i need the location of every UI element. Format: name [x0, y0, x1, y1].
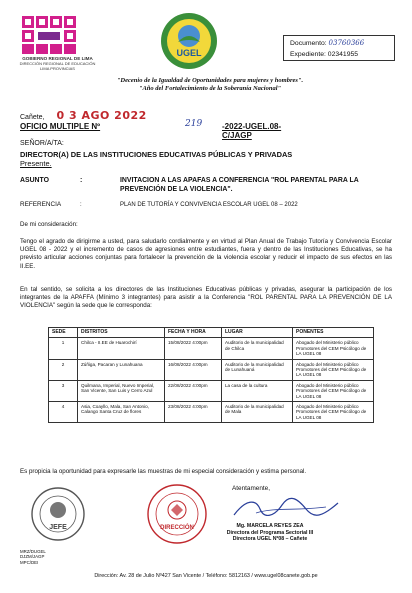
gobierno-regional-logo [20, 14, 84, 56]
motto-line-1: "Decenio de la Igualdad de Oportunidades para mujeres y hombres". [116, 77, 304, 84]
oficio-number: 219 [185, 119, 203, 129]
cell-distritos: Quilmana, Imperial, Nuevo Imperial, San Vicente, San Luis y Cerro Azul [78, 380, 165, 401]
oficio-title [20, 119, 310, 140]
paragraph-1: Tengo el agrado de dirigirme a usted, para saludarlo cordialmente y en virtud al Plan Anual de Trabajo Tutoría y Convivencia Escolar UGEL 08 - 2022 y el incremento de casos de agresiones entre estudiantes, fuera y dentro de las Instituciones Educativas, se ha previsto articular acciones conjuntas para fortalecer la prevención de la violencia escolar y reducir el impacto de sus efectos en las II.EE. [20, 238, 392, 270]
cell-fecha: 23/08/2022 4:00pm [165, 402, 222, 423]
cell-sede: 1 [49, 338, 78, 359]
initials-block [20, 549, 46, 565]
asunto-label: ASUNTO [20, 177, 49, 184]
table-row [49, 402, 374, 423]
ugel-logo-text: UGEL [176, 48, 202, 58]
cell-distritos: Asia, Coayllo, Mala, San Antonio, Calango Santa Cruz de flores [78, 402, 165, 423]
presente: Presente. [20, 159, 52, 168]
cell-distritos: Chilca - II.EE de Huarochirí [78, 338, 165, 359]
header-fecha: FECHA Y HORA [165, 328, 222, 338]
gov-logo-sub2: LIMA PROVINCIAS [40, 66, 75, 71]
oficio-prefix: OFICIO MULTIPLE Nº [20, 122, 101, 131]
signer-name: Mg. MARCELA REYES ZEA [236, 523, 304, 529]
motto [60, 77, 360, 93]
document-label: Documento: [290, 40, 327, 47]
cell-ponentes: Abogado del Ministerio público Promotores del CEM Psicólogo de LA UGEL 08 [293, 402, 374, 423]
city: Cañete, [20, 114, 45, 121]
ugel-logo [160, 12, 218, 70]
paragraph-2: En tal sentido, se solicita a los directores de las Instituciones Educativas públicas y privadas, asegurar la participación de los integrantes de la APAFFA (Mínimo 3 integrantes) para asistir a la Conferencia "ROL PARENTAL PARA LA PREVENCIÓN DE LA VIOLENCIA" según la sede que le corresponda: [20, 286, 392, 310]
motto-line-2: "Año del Fortalecimiento de la Soberanía Nacional" [138, 85, 282, 92]
referencia-label: REFERENCIA [20, 201, 62, 208]
expediente-number: 02341955 [327, 51, 359, 58]
gov-logo-title: GOBIERNO REGIONAL DE LIMA [22, 56, 93, 61]
signer-block [200, 523, 340, 543]
footer-address: Dirección: Av. 28 de Julio Nº427 San Vicente / Teléfono: 5812163 / www.ugel08canete.gob.pe [94, 573, 318, 579]
document-number: 03760366 [328, 39, 365, 47]
cell-sede: 4 [49, 402, 78, 423]
table-row [49, 359, 374, 380]
header-distritos: DISTRITOS [78, 328, 165, 338]
cell-fecha: 16/08/2022 4:00pm [165, 359, 222, 380]
cell-ponentes: Abogado del Ministerio público Promotores del CEM Psicólogo de LA UGEL 08 [293, 380, 374, 401]
gobierno-regional-logo-text [10, 56, 105, 71]
table-row [49, 338, 374, 359]
document-reference-box [283, 35, 395, 61]
cell-sede: 3 [49, 380, 78, 401]
initials-line-3: MPC/DEI [20, 559, 39, 565]
cell-lugar: Auditorio de la municipalidad de Mala [222, 402, 293, 423]
oficio-suffix: -2022-UGEL.08-C/JAGP [222, 122, 282, 140]
greeting: De mi consideración: [20, 221, 78, 228]
cell-lugar: Auditorio de la municipalidad de Chilca [222, 338, 293, 359]
atentamente: Atentamente, [232, 485, 271, 492]
header-ponentes: PONENTES [293, 328, 374, 338]
table-header-row [49, 328, 374, 338]
cell-lugar: Auditorio de la municipalidad de Lunahuaná [222, 359, 293, 380]
cell-fecha: 15/08/2022 4:00pm [165, 338, 222, 359]
expediente-label: Expediente: [290, 51, 326, 58]
header-sede: SEDE [49, 328, 78, 338]
cell-lugar: La casa de la cultura [222, 380, 293, 401]
header-lugar: LUGAR [222, 328, 293, 338]
cell-ponentes: Abogado del Ministerio público Promotores del CEM Psicólogo de LA UGEL 08 [293, 359, 374, 380]
cell-ponentes: Abogado del Ministerio público Promotores del CEM Psicólogo de LA UGEL 08 [293, 338, 374, 359]
signer-title-2: Directora UGEL Nº08 – Cañete [232, 536, 308, 543]
table-row [49, 380, 374, 401]
expediente-row [290, 49, 388, 60]
initials-line-2: DJZM/JAGP [20, 554, 45, 560]
date-stamp: 0 3 AGO 2022 [56, 109, 147, 122]
initials-line-1: MRZ/DUGEL [20, 549, 46, 554]
cell-fecha: 22/08/2022 4:00pm [165, 380, 222, 401]
cell-distritos: Zúñiga, Pacaran y Lunahuana [78, 359, 165, 380]
cell-sede: 2 [49, 359, 78, 380]
recipient-name: DIRECTOR(A) DE LAS INSTITUCIONES EDUCATIVAS PÚBLICAS Y PRIVADAS [20, 150, 293, 159]
signature [226, 495, 346, 521]
document-number-row [290, 38, 388, 49]
signer-title-1: Directora del Programa Sectorial III [226, 529, 314, 536]
seal-stamp-right [146, 483, 208, 545]
gov-logo-sub1: DIRECCIÓN REGIONAL DE EDUCACIÓN [19, 61, 96, 66]
closing-text: Es propicia la oportunidad para expresarle las muestras de mi especial consideración y estima personal. [20, 468, 307, 475]
referencia-colon: : [80, 202, 82, 208]
seal-stamp-left [30, 486, 86, 542]
seal-left-text: JEFE [49, 524, 67, 531]
schedule-table [48, 327, 374, 423]
asunto-text: INVITACION A LAS APAFAS A CONFERENCIA "ROL PARENTAL PARA LA PREVENCIÓN DE LA VIOLENCIA". [120, 177, 359, 193]
asunto-colon: : [80, 177, 83, 184]
date-line [20, 109, 147, 122]
seal-right-text: DIRECCIÓN [160, 525, 194, 531]
recipient-label: SEÑOR/A/TA: [20, 140, 64, 147]
referencia-text: PLAN DE TUTORÍA Y CONVIVENCIA ESCOLAR UGEL 08 – 2022 [120, 202, 298, 208]
recipient [20, 150, 380, 168]
